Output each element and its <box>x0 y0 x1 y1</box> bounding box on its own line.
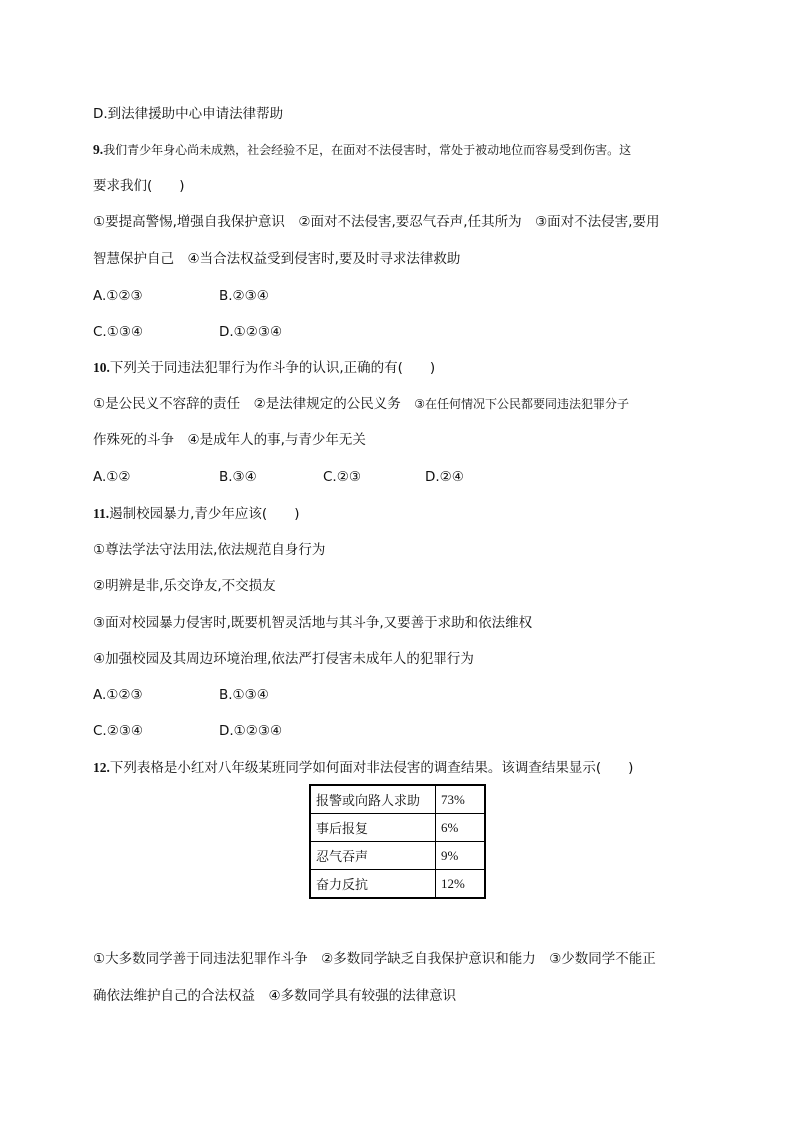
survey-label-cell: 报警或向路人求助 <box>310 785 436 814</box>
q10-number: 10. <box>93 360 110 375</box>
q10-option-a: A.①② <box>93 469 131 485</box>
table-row <box>310 785 485 814</box>
q11-statement-3: ③面对校园暴力侵害时,既要机智灵活地与其斗争,又要善于求助和依法维权 <box>93 615 533 631</box>
q10-statement-part2: ③在任何情况下公民都要同违法犯罪分子 <box>414 397 629 411</box>
q9-stem-line1 <box>93 141 631 159</box>
q9-option-d: D.①②③④ <box>219 324 283 340</box>
q10-stem <box>93 359 435 377</box>
survey-value-cell: 73% <box>436 785 486 814</box>
q10-stem-text: 下列关于同违法犯罪行为作斗争的认识,正确的有( ) <box>109 360 436 376</box>
q11-statement-1: ①尊法学法守法用法,依法规范自身行为 <box>93 542 326 558</box>
survey-table <box>309 784 486 899</box>
q9-stem-line2: 要求我们( ) <box>93 178 185 194</box>
q10-statement-line1 <box>93 395 629 413</box>
q10-option-b: B.③④ <box>219 469 257 485</box>
survey-label-cell: 忍气吞声 <box>310 842 436 870</box>
q12-number: 12. <box>93 760 110 775</box>
q10-option-d: D.②④ <box>425 469 464 485</box>
q11-option-a: A.①②③ <box>93 687 143 703</box>
q9-number: 9. <box>93 142 104 157</box>
q9-option-a: A.①②③ <box>93 288 143 304</box>
q10-option-c: C.②③ <box>323 469 361 485</box>
q11-number: 11. <box>93 506 110 521</box>
q10-statement-line2: 作殊死的斗争 ④是成年人的事,与青少年无关 <box>93 432 366 448</box>
survey-value-cell: 9% <box>436 842 486 870</box>
q9-statement-line2: 智慧保护自己 ④当合法权益受到侵害时,要及时寻求法律救助 <box>93 251 461 267</box>
q11-stem-text: 遏制校园暴力,青少年应该( ) <box>109 506 300 522</box>
survey-value-cell: 12% <box>436 870 486 899</box>
table-row <box>310 842 485 870</box>
table-row <box>310 870 485 899</box>
q9-option-c: C.①③④ <box>93 324 144 340</box>
q11-stem <box>93 505 299 523</box>
survey-label-cell: 奋力反抗 <box>310 870 436 899</box>
q12-statement-line2: 确依法维护自己的合法权益 ④多数同学具有较强的法律意识 <box>93 988 457 1004</box>
q12-statement-line1: ①大多数同学善于同违法犯罪作斗争 ②多数同学缺乏自我保护意识和能力 ③少数同学不能正 <box>93 951 656 967</box>
survey-label-cell: 事后报复 <box>310 814 436 842</box>
q11-option-c: C.②③④ <box>93 723 144 739</box>
q9-option-b: B.②③④ <box>219 288 269 304</box>
q11-statement-4: ④加强校园及其周边环境治理,依法严打侵害未成年人的犯罪行为 <box>93 651 474 667</box>
q11-option-b: B.①③④ <box>219 687 269 703</box>
q11-option-d: D.①②③④ <box>219 723 283 739</box>
q11-statement-2: ②明辨是非,乐交诤友,不交损友 <box>93 578 276 594</box>
q10-statement-part1: ①是公民义不容辞的责任 ②是法律规定的公民义务 <box>93 396 415 412</box>
q8-option-d: D.到法律援助中心申请法律帮助 <box>93 106 284 122</box>
q9-statement-line1: ①要提高警惕,增强自我保护意识 ②面对不法侵害,要忍气吞声,任其所为 ③面对不法侵害,要用 <box>93 214 660 230</box>
table-row <box>310 814 485 842</box>
survey-value-cell: 6% <box>436 814 486 842</box>
q12-stem <box>93 759 633 777</box>
q12-stem-text: 下列表格是小红对八年级某班同学如何面对非法侵害的调查结果。该调查结果显示( ) <box>109 760 634 776</box>
q9-stem-text: 我们青少年身心尚未成熟，社会经验不足，在面对不法侵害时，常处于被动地位而容易受到伤害。这 <box>103 143 632 157</box>
